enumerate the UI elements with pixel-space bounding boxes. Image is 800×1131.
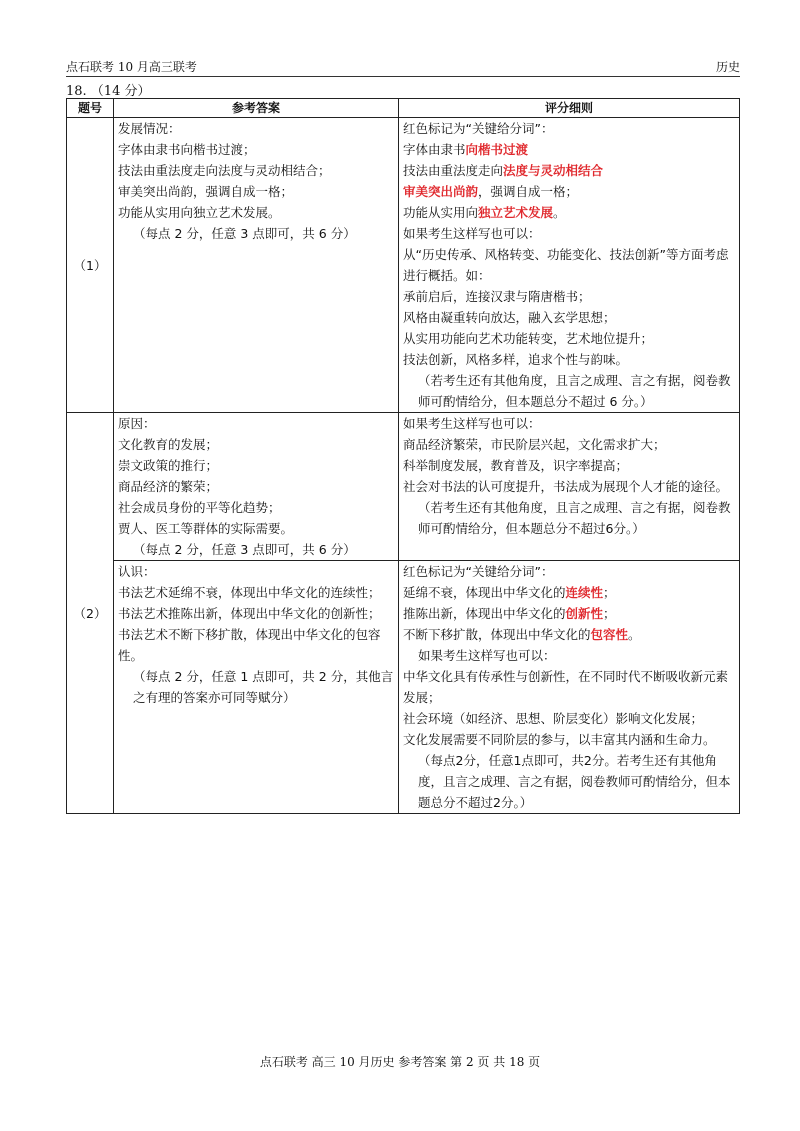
list-item: 文化教育的发展； <box>118 437 219 452</box>
part1-score-note: （每点 2 分，任意 3 点即可，共 6 分） <box>133 226 356 241</box>
list-item: 商品经济的繁荣； <box>118 479 219 494</box>
page-footer: 点石联考 高三 10 月历史 参考答案 第 2 页 共 18 页 <box>259 1055 541 1069</box>
list-item: 书法艺术延绵不衰，体现出中华文化的连续性； <box>118 585 381 600</box>
list-item: 审美突出尚韵，强调自成一格； <box>118 184 294 199</box>
keyword-highlight: 独立艺术发展 <box>478 205 554 220</box>
keyword-highlight: 向楷书过渡 <box>465 142 529 157</box>
part2-views-grading-cell <box>399 561 740 814</box>
grading-note: （若考生还有其他角度，且言之成理、言之有据，阅卷教师可酌情给分，但本题总分不超过6分。） <box>418 500 731 536</box>
alt-intro: 如果考生这样写也可以： <box>403 226 541 241</box>
views-title: 认识： <box>118 564 156 579</box>
grading-text: 。 <box>553 205 566 220</box>
subject-name: 历史 <box>715 60 740 74</box>
grading-line <box>403 202 735 223</box>
list-item: 书法艺术不断下移扩散，体现出中华文化的包容性。 <box>118 627 381 663</box>
list-item: 技法由重法度走向法度与灵动相结合； <box>118 163 331 178</box>
table-row-part2-reasons <box>67 413 740 561</box>
keyword-highlight: 包容性 <box>590 627 629 642</box>
part2-reasons-grading-cell <box>399 413 740 561</box>
list-item: 书法艺术推陈出新，体现出中华文化的创新性； <box>118 606 381 621</box>
list-item: 技法创新，风格多样，追求个性与韵味。 <box>403 352 629 367</box>
grading-line <box>403 181 735 202</box>
reasons-score-note: （每点 2 分，任意 3 点即可，共 6 分） <box>133 542 356 557</box>
grading-line <box>403 624 735 645</box>
keyword-highlight: 法度与灵动相结合 <box>503 163 604 178</box>
grading-line <box>403 160 735 181</box>
list-item: 科举制度发展，教育普及，识字率提高； <box>403 458 629 473</box>
grading-text: 技法由重法度走向 <box>403 163 504 178</box>
part2-number: （2） <box>67 413 114 814</box>
part1-answer-title: 发展情况： <box>118 121 181 136</box>
list-item: 崇文政策的推行； <box>118 458 219 473</box>
list-item: 社会环境（如经济、思想、阶层变化）影响文化发展； <box>403 711 704 726</box>
list-item: 中华文化具有传承性与创新性，在不同时代不断吸收新元素发展； <box>403 669 729 705</box>
list-item: 贾人、医工等群体的实际需要。 <box>118 521 294 536</box>
part2-reasons-cell <box>114 413 399 561</box>
list-item: 社会成员身份的平等化趋势； <box>118 500 281 515</box>
list-item: 社会对书法的认可度提升，书法成为展现个人才能的途径。 <box>403 479 729 494</box>
grading-line <box>403 582 735 603</box>
reasons-title: 原因： <box>118 416 156 431</box>
list-item: 字体由隶书向楷书过渡； <box>118 142 256 157</box>
table-row-part2-views <box>67 561 740 814</box>
col-header-grading: 评分细则 <box>399 99 740 118</box>
col-header-reference: 参考答案 <box>114 99 399 118</box>
keyword-highlight: 连续性 <box>565 585 604 600</box>
views-score-note: （每点 2 分，任意 1 点即可，共 2 分，其他言之有理的答案亦可同等赋分） <box>133 669 394 705</box>
alt-intro: 如果考生这样写也可以： <box>418 648 556 663</box>
col-header-number: 题号 <box>67 99 114 118</box>
grading-text: 字体由隶书 <box>403 142 466 157</box>
part1-number: （1） <box>67 118 114 413</box>
grading-text: 推陈出新，体现出中华文化的 <box>403 606 566 621</box>
grading-intro: 红色标记为“关键给分词”： <box>403 121 554 136</box>
part1-answer-cell <box>114 118 399 413</box>
page-header <box>66 56 740 77</box>
alt-intro: 如果考生这样写也可以： <box>403 416 541 431</box>
grading-note: （每点2分，任意1点即可，共2分。若考生还有其他角度，且言之成理、言之有据，阅卷教师可酌情给分，但本题总分不超过2分。） <box>418 753 731 810</box>
grading-text: ； <box>603 585 616 600</box>
grading-text: 。 <box>628 627 641 642</box>
table-row-part1 <box>67 118 740 413</box>
grading-text: 功能从实用向 <box>403 205 479 220</box>
exam-name: 点石联考 10 月高三联考 <box>66 60 197 74</box>
grading-text: 不断下移扩散，体现出中华文化的 <box>403 627 591 642</box>
keyword-highlight: 创新性 <box>565 606 604 621</box>
part1-grading-cell <box>399 118 740 413</box>
table-header-row <box>67 99 740 118</box>
grading-text: ； <box>603 606 616 621</box>
list-item: 文化发展需要不同阶层的参与，以丰富其内涵和生命力。 <box>403 732 716 747</box>
question-title: 18. （14 分） <box>66 84 151 99</box>
keyword-highlight: 审美突出尚韵 <box>403 184 479 199</box>
grading-note: （若考生还有其他角度，且言之成理、言之有据，阅卷教师可酌情给分，但本题总分不超过 6 分。） <box>418 373 731 409</box>
list-item: 功能从实用向独立艺术发展。 <box>118 205 281 220</box>
list-item: 承前启后，连接汉隶与隋唐楷书； <box>403 289 591 304</box>
list-item: 风格由凝重转向放达，融入玄学思想； <box>403 310 616 325</box>
grading-intro: 红色标记为“关键给分词”： <box>403 564 554 579</box>
grading-line <box>403 603 735 624</box>
list-item: 商品经济繁荣，市民阶层兴起，文化需求扩大； <box>403 437 666 452</box>
grading-text: ，强调自成一格； <box>478 184 579 199</box>
grading-line <box>403 139 735 160</box>
grading-text: 延绵不衰，体现出中华文化的 <box>403 585 566 600</box>
alt-description: 从“历史传承、风格转变、功能变化、技法创新”等方面考虑进行概括。如： <box>403 247 729 283</box>
list-item: 从实用功能向艺术功能转变，艺术地位提升； <box>403 331 654 346</box>
part2-views-cell <box>114 561 399 814</box>
answer-table <box>66 98 740 814</box>
